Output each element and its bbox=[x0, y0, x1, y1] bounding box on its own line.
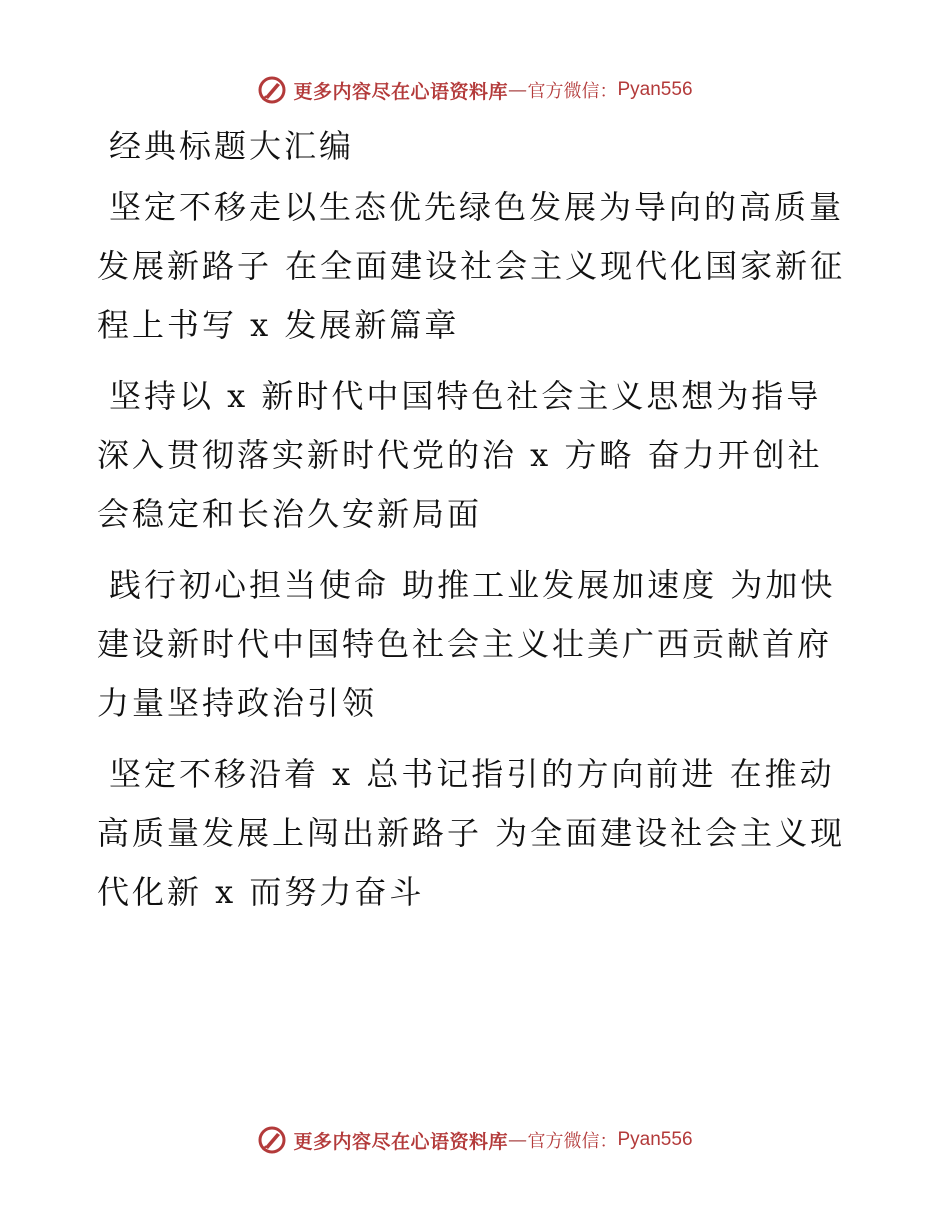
banner-text: 更多内容尽在心语资料库 bbox=[293, 1130, 508, 1153]
paragraph-3: 践行初心担当使命 助推工业发展加速度 为加快建设新时代中国特色社会主义壮美广西贡献首府力量坚持政治引领 bbox=[97, 566, 836, 722]
banner-text: 更多内容尽在心语资料库 bbox=[293, 80, 508, 103]
document-title: 经典标题大汇编 bbox=[109, 127, 355, 165]
banner-separator: — bbox=[508, 79, 528, 101]
paragraph-1: 坚定不移走以生态优先绿色发展为导向的高质量发展新路子 在全面建设社会主义现代化国家新征程上书写 x 发展新篇章 bbox=[97, 188, 846, 344]
banner-wechat-id: Pyan556 bbox=[617, 1129, 693, 1150]
paragraph-2: 坚持以 x 新时代中国特色社会主义思想为指导 深入贯彻落实新时代党的治 x 方略 奋力开创社会稳定和长治久安新局面 bbox=[97, 377, 823, 533]
banner-official-label: 官方微信： bbox=[527, 81, 618, 102]
document-body bbox=[97, 122, 857, 934]
quill-logo-icon bbox=[257, 75, 287, 105]
footer-banner bbox=[0, 1120, 950, 1160]
header-banner bbox=[0, 70, 950, 110]
quill-logo-icon bbox=[257, 1125, 287, 1155]
paragraph-4: 坚定不移沿着 x 总书记指引的方向前进 在推动高质量发展上闯出新路子 为全面建设社会主义现代化新 x 而努力奋斗 bbox=[97, 755, 846, 911]
banner-separator: — bbox=[508, 1129, 528, 1151]
banner-wechat-id: Pyan556 bbox=[617, 79, 693, 100]
banner-official-label: 官方微信： bbox=[527, 1131, 618, 1152]
